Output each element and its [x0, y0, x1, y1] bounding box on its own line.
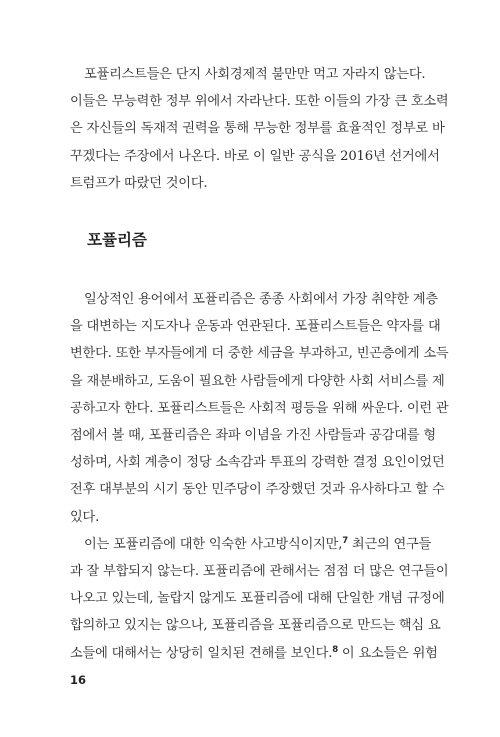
text-line: 을 재분배하고, 도움이 필요한 사람들에게 다양한 사회 서비스를 제 — [70, 373, 445, 389]
footnote-marker[interactable]: 7 — [342, 535, 348, 546]
text-line: 있다. — [70, 509, 100, 525]
text-line: 이들은 무능력한 정부 위에서 자라난다. 또한 이들의 가장 큰 호소력 — [70, 94, 449, 110]
body-paragraph-1 — [70, 286, 449, 531]
text-segment: 최근의 연구들 — [347, 536, 432, 552]
text-segment: 이는 포퓰리즘에 대한 익숙한 사고방식이지만, — [84, 536, 343, 552]
text-line — [70, 640, 438, 667]
text-line: 합의하고 있지는 않으나, 포퓰리즘을 포퓰리즘으로 만드는 핵심 요 — [70, 618, 441, 634]
text-line — [70, 531, 432, 558]
text-line: 공하고자 한다. 포퓰리스트들은 사회적 평등을 위해 싸운다. 이런 관 — [70, 400, 449, 416]
intro-paragraph — [70, 61, 449, 197]
text-line: 은 자신들의 독재적 권력을 통해 무능한 정부를 효율적인 정부로 바 — [70, 121, 445, 137]
footnote-marker[interactable]: 8 — [332, 644, 338, 655]
page-number: 16 — [70, 673, 87, 687]
text-segment: 소들에 대해서는 상당히 일치된 견해를 보인다. — [70, 645, 333, 661]
text-line: 변한다. 또한 부자들에게 더 중한 세금을 부과하고, 빈곤층에게 소득 — [70, 346, 449, 362]
body-section — [70, 286, 449, 667]
text-line: 점에서 볼 때, 포퓰리즘은 좌파 이념을 가진 사람들과 공감대를 형 — [70, 428, 436, 444]
text-line: 나오고 있는데, 놀랍지 않게도 포퓰리즘에 대해 단일한 개념 규정에 — [70, 591, 445, 607]
text-line: 성하며, 사회 계층이 정당 소속감과 투표의 강력한 결정 요인이었던 — [70, 455, 445, 471]
text-line: 과 잘 부합되지 않는다. 포퓰리즘에 관해서는 점점 더 많은 연구들이 — [70, 564, 449, 580]
text-line: 일상적인 용어에서 포퓰리즘은 종종 사회에서 가장 취약한 계층 — [84, 292, 438, 307]
text-segment: 이 요소들은 위험 — [337, 645, 438, 661]
section-heading: 포퓰리즘 — [87, 231, 147, 249]
text-line: 트럼프가 따랐던 것이다. — [70, 175, 208, 191]
body-paragraph-2 — [70, 531, 449, 667]
text-line: 을 대변하는 지도자나 운동과 연관된다. 포퓰리스트들은 약자를 대 — [70, 319, 441, 335]
text-line: 꾸겠다는 주장에서 나온다. 바로 이 일반 공식을 2016년 선거에서 — [70, 148, 440, 164]
text-line: 포퓰리스트들은 단지 사회경제적 불만만 먹고 자라지 않는다. — [84, 67, 426, 82]
text-line: 전후 대부분의 시기 동안 민주당이 주장했던 것과 유사하다고 할 수 — [70, 482, 445, 498]
